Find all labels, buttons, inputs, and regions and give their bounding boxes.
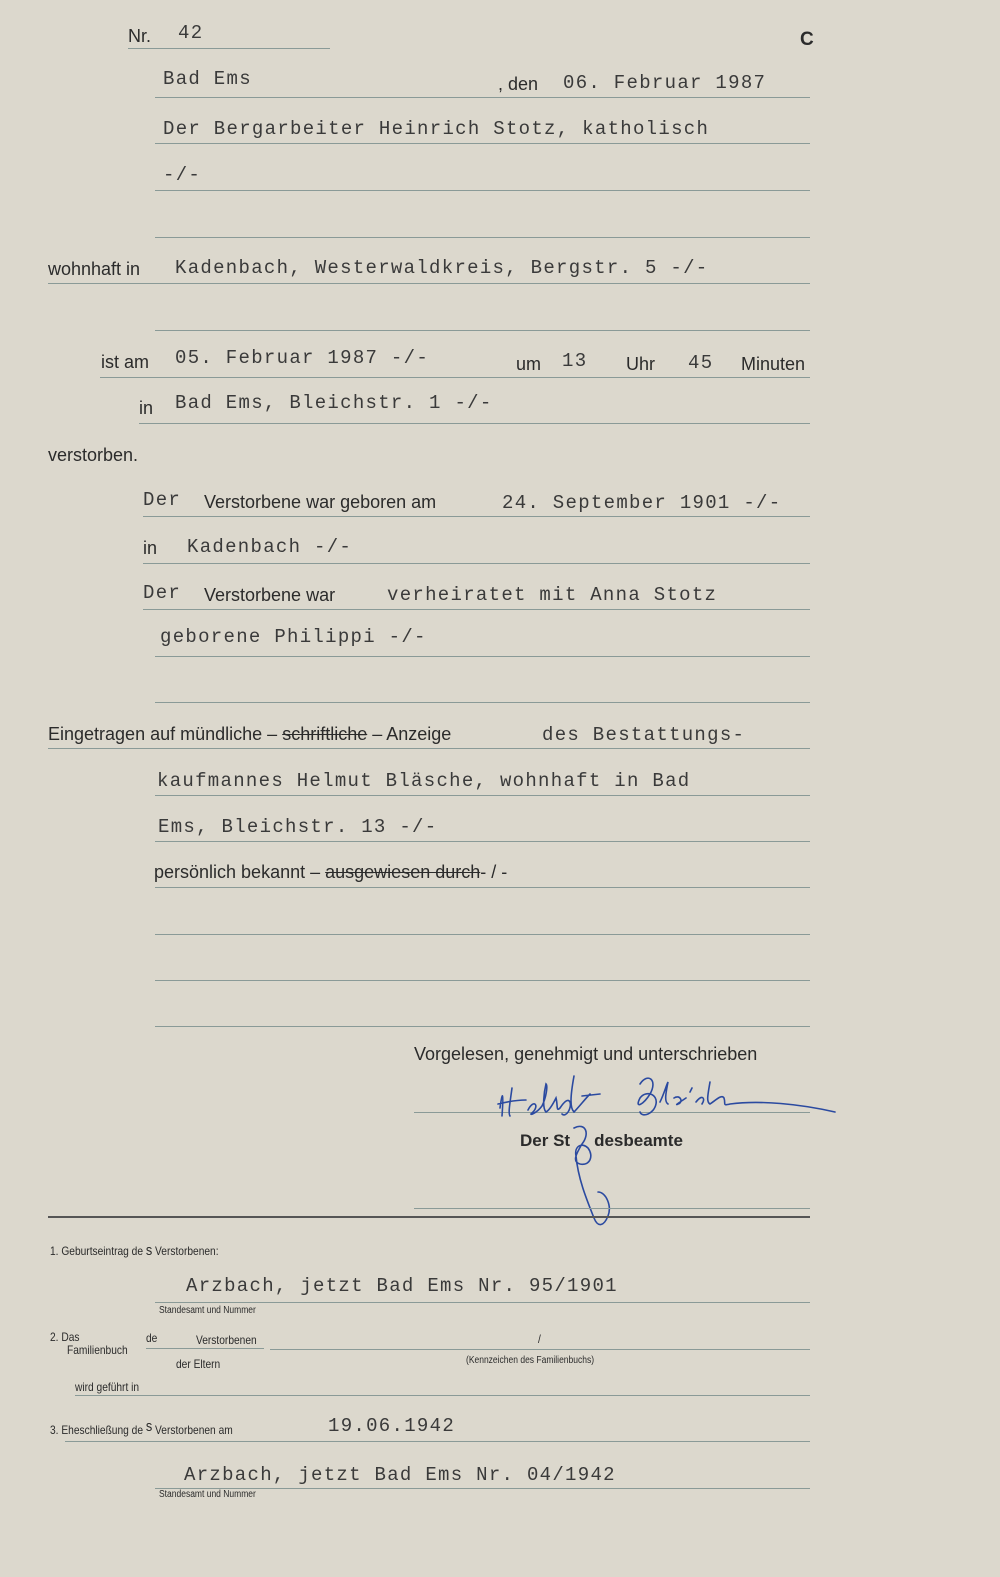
marriage-entry-date: 19.06.1942 [328, 1415, 456, 1437]
family-book-de: de [146, 1331, 158, 1345]
marriage-rule-3 [155, 702, 810, 703]
birth-der-prefix: Der [143, 489, 182, 511]
nr-value: 42 [178, 22, 204, 44]
residence-rule [48, 283, 810, 284]
family-book-de-rule [146, 1348, 264, 1349]
place-date-rule [155, 97, 810, 98]
family-book-wird: wird geführt in [75, 1380, 140, 1394]
death-in-label: in [139, 398, 154, 418]
family-book-eltern: der Eltern [176, 1357, 221, 1371]
section-separator [48, 1216, 810, 1218]
birth-date: 24. September 1901 -/- [502, 492, 782, 514]
identity-label-struck: ausgewiesen durch [325, 862, 481, 882]
family-book-verstorbenen: Verstorbenen [196, 1333, 257, 1347]
death-time-rule [100, 377, 810, 378]
person-rule-3 [155, 237, 810, 238]
residence-rule-2 [155, 330, 810, 331]
family-book-kennzeichen: (Kennzeichen des Familienbuchs) [466, 1355, 595, 1366]
family-book-num: 2. Das [50, 1330, 80, 1344]
birth-entry-value: Arzbach, jetzt Bad Ems Nr. 95/1901 [186, 1275, 618, 1297]
blank-rule-2 [155, 980, 810, 981]
marriage-entry-label-a: 3. Eheschließung de [50, 1423, 143, 1437]
marriage-rule-2 [155, 656, 810, 657]
death-place-rule [139, 423, 810, 424]
marriage-status: verheiratet mit Anna Stotz [387, 584, 718, 606]
person-rule-2 [155, 190, 810, 191]
standesamt-caption-1: Standesamt und Nummer [159, 1305, 256, 1316]
birth-entry-rule [155, 1302, 810, 1303]
marriage-entry-value: Arzbach, jetzt Bad Ems Nr. 04/1942 [184, 1464, 616, 1486]
birth-label: Verstorbene war geboren am [204, 492, 437, 512]
person-rule-1 [155, 143, 810, 144]
birth-entry-label-a: 1. Geburtseintrag de [50, 1244, 143, 1258]
official-label [520, 1131, 683, 1151]
nr-rule [128, 48, 330, 49]
official-rule [414, 1208, 810, 1209]
informant-line-3: Ems, Bleichstr. 13 -/- [158, 816, 438, 838]
identity-suffix: - / - [480, 862, 508, 882]
informant-line-1: des Bestattungs- [542, 724, 746, 746]
uhr-label: Uhr [626, 354, 656, 374]
birth-entry-label [50, 1242, 219, 1259]
family-book-label: Familienbuch [67, 1343, 128, 1357]
vorgelesen-label: Vorgelesen, genehmigt und unterschrieben [414, 1044, 758, 1064]
residence-value: Kadenbach, Westerwaldkreis, Bergstr. 5 -/- [175, 257, 709, 279]
spouse-birth-name: geborene Philippi -/- [160, 626, 427, 648]
death-minutes: 45 [688, 352, 714, 374]
um-label: um [516, 354, 542, 374]
registration-label-struck: schriftliche [282, 724, 368, 744]
residence-label: wohnhaft in [48, 259, 141, 279]
registration-rule-2 [155, 795, 810, 796]
corner-letter: C [800, 29, 814, 50]
registration-label [48, 724, 451, 745]
nr-label: Nr. [128, 26, 152, 46]
identity-label [154, 862, 507, 883]
identity-label-part1: persönlich bekannt – [154, 862, 321, 882]
family-book-slash: / [538, 1332, 541, 1346]
registration-label-part2: – Anzeige [372, 724, 452, 744]
informant-line-2: kaufmannes Helmut Bläsche, wohnhaft in Bad [157, 770, 691, 792]
deceased-description-cont: -/- [163, 164, 202, 186]
official-label-part1: Der St [520, 1131, 571, 1150]
blank-rule-1 [155, 934, 810, 935]
birth-place: Kadenbach -/- [187, 536, 353, 558]
registry-date: 06. Februar 1987 [563, 72, 767, 94]
marriage-entry-date-rule [65, 1441, 810, 1442]
standesamt-caption-2: Standesamt und Nummer [159, 1489, 256, 1500]
birth-date-rule [143, 516, 810, 517]
registration-rule-1 [48, 748, 810, 749]
minuten-label: Minuten [741, 354, 806, 374]
place-of-registry: Bad Ems [163, 68, 252, 90]
identity-rule [155, 887, 810, 888]
deceased-description: Der Bergarbeiter Heinrich Stotz, katholisch [163, 118, 710, 140]
official-label-part2: desbeamte [594, 1131, 683, 1150]
marriage-entry-label-b: Verstorbenen am [155, 1423, 233, 1437]
family-book-rule [270, 1349, 810, 1350]
registration-label-part1: Eingetragen auf mündliche – [48, 724, 278, 744]
marriage-label: Verstorbene war [204, 585, 336, 605]
registration-rule-3 [155, 841, 810, 842]
blank-rule-3 [155, 1026, 810, 1027]
marriage-rule-1 [143, 609, 810, 610]
death-hour: 13 [562, 350, 588, 372]
birth-entry-label-b: Verstorbenen: [155, 1244, 219, 1258]
marriage-entry-label [50, 1418, 233, 1437]
birth-in-label: in [143, 538, 158, 558]
den-label: , den [498, 74, 539, 94]
verstorben-label: verstorben. [48, 445, 139, 465]
family-book-wird-rule [75, 1395, 810, 1396]
marriage-der-prefix: Der [143, 582, 182, 604]
birth-place-rule [143, 563, 810, 564]
death-date: 05. Februar 1987 -/- [175, 347, 430, 369]
ist-am-label: ist am [101, 352, 150, 372]
birth-entry-s: s [145, 1242, 153, 1259]
death-place: Bad Ems, Bleichstr. 1 -/- [175, 392, 493, 414]
marriage-entry-s: s [145, 1418, 153, 1435]
informant-signature [490, 1068, 840, 1238]
